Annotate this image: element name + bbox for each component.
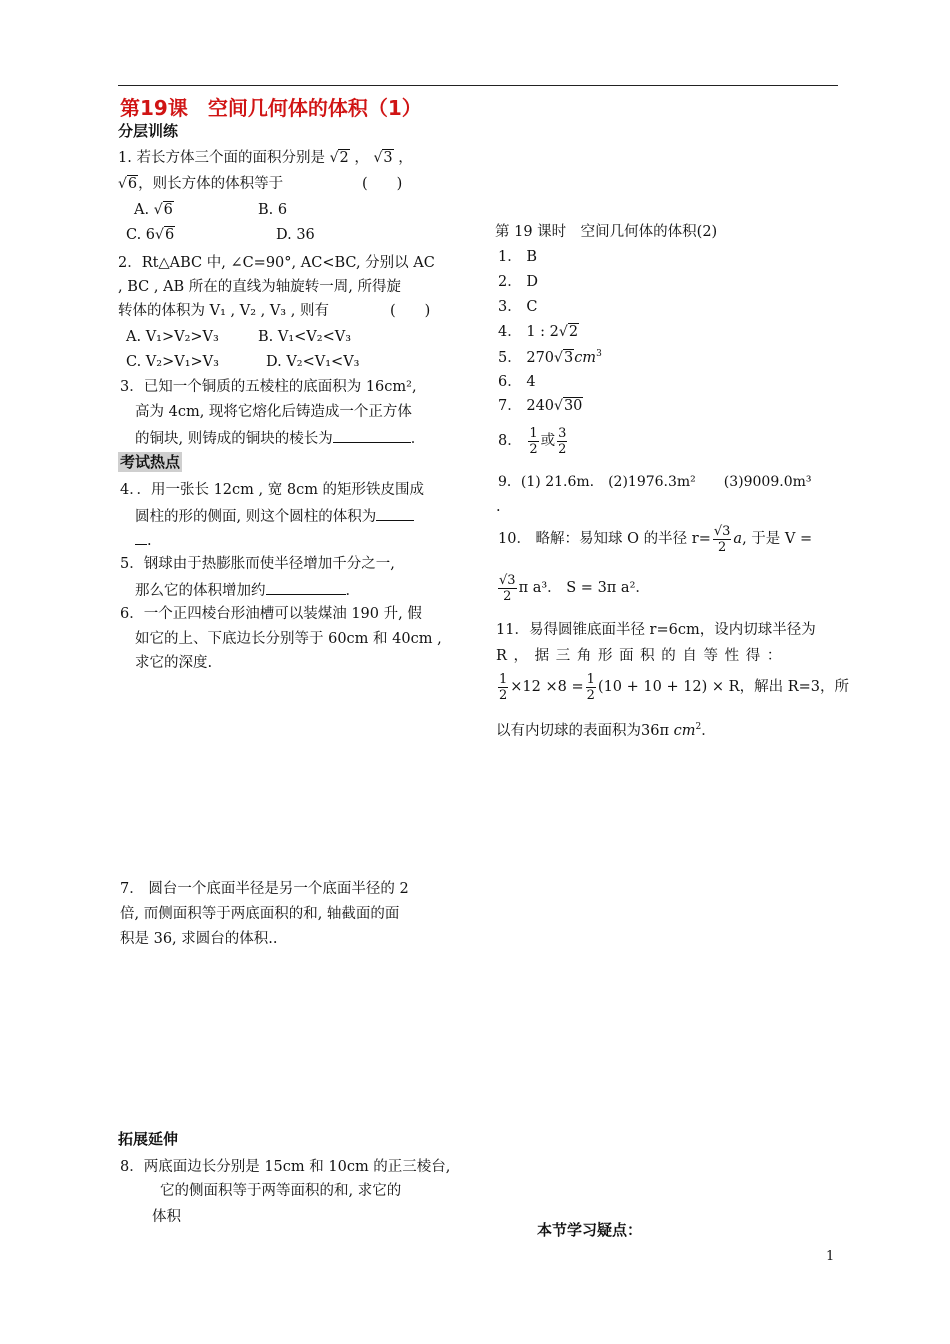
q1-answer-paren: ( ) [362, 176, 403, 192]
answer-1: 1． B [498, 249, 537, 265]
page-number: 1 [826, 1249, 835, 1264]
q4-line2: 圆柱的形的侧面, 则这个圆柱的体积为 [135, 508, 414, 525]
answer-3: 3． C [498, 299, 538, 315]
q7-line1: 7． 圆台一个底面半径是另一个底面半径的 2 [120, 881, 409, 897]
q4-line1: 4．．用一张长 12cm , 宽 8cm 的矩形铁皮围成 [120, 482, 425, 498]
q7-line3: 积是 36, 求圆台的体积.. [120, 931, 278, 947]
q2-line2: , BC , AB 所在的直线为轴旋转一周, 所得旋 [118, 279, 402, 295]
answer-4: 4． 1 : 2√2 [498, 324, 579, 340]
section-heading-layered-training: 分层训练 [118, 122, 179, 140]
q1-option-c: C. 6√6 [126, 227, 175, 243]
q1-option-b: B. 6 [258, 202, 288, 218]
q1-line2: √6，则长方体的体积等于 [118, 176, 284, 192]
q1-option-a: A. √6 [134, 202, 173, 218]
q8-line3: 体积 [152, 1209, 181, 1225]
top-rule [118, 85, 838, 86]
answer-9: 9．(1) 21.6m. (2)1976.3m² (3)9009.0m³ [498, 474, 812, 490]
section-heading-exam-hotspots: 考试热点 [120, 453, 181, 471]
fraction-one-half: $\frac{1}{2}$ [529, 426, 538, 457]
answer-6: 6． 4 [498, 374, 536, 390]
answer-8: 8． $\frac{1}{2}$ 或 $\frac{3}{2}$ [498, 426, 567, 457]
q2-line1: 2．Rt△ABC 中, ∠C=90°, AC<BC, 分别以 AC [118, 255, 435, 271]
q4-line3: . [135, 532, 152, 549]
q2-option-d: D. V₂<V₁<V₃ [266, 354, 360, 370]
q8-line1: 8．两底面边长分别是 15cm 和 10cm 的正三棱台, [120, 1159, 451, 1175]
q1-line1: 1. 若长方体三个面的面积分别是 √2 ， √3 ， [118, 150, 413, 166]
q2-answer-paren: ( ) [390, 303, 431, 319]
q2-option-b: B. V₁<V₂<V₃ [258, 329, 352, 345]
q2-option-a: A. V₁>V₂>V₃ [126, 329, 219, 345]
q5-line2: 那么它的体积增加约 ． [135, 583, 360, 599]
sqrt-6: √6 [118, 176, 138, 192]
q3-line3: 的铜块, 则铸成的铜块的棱长为 ． [135, 431, 426, 447]
answer-7: 7． 240√30 [498, 398, 583, 414]
q6-line3: 求它的深度. [135, 655, 213, 671]
page-title: 第19课 空间几何体的体积（1） [120, 96, 422, 120]
section-heading-study-questions: 本节学习疑点： [537, 1221, 643, 1239]
answer-11-line1: 11．易得圆锥底面半径 r=6cm，设内切球半径为 [496, 622, 816, 638]
answer-10-line2: $\frac{√3}{2}$ π a³． S = 3π a²． [499, 573, 650, 604]
answer-11-line4: 以有内切球的表面积为36π $cm^2$． [496, 722, 716, 739]
q3-line1: 3．已知一个铜质的五棱柱的底面积为 16cm², [120, 379, 417, 395]
q6-line1: 6．一个正四棱台形油槽可以装煤油 190 升, 假 [120, 606, 422, 622]
q3-answer-blank [333, 430, 411, 443]
answer-2: 2． D [498, 274, 538, 290]
sqrt-3: √3 [373, 150, 393, 166]
answer-5: 5． $270√3cm^3$ [498, 349, 602, 366]
q2-line3: 转体的体积为 V₁ , V₂ , V₃ , 则有 [118, 303, 329, 319]
answer-9-dot: . [496, 499, 501, 515]
q8-line2: 它的侧面积等于两等面积的和, 求它的 [160, 1183, 402, 1199]
fraction-three-halves: $\frac{3}{2}$ [558, 426, 567, 457]
q7-line2: 倍, 而侧面积等于两底面积的和, 轴截面的面 [120, 906, 400, 922]
answers-heading: 第 19 课时 空间几何体的体积(2) [495, 224, 718, 240]
sqrt-2: √2 [329, 150, 349, 166]
q4-answer-blank [376, 508, 414, 521]
q5-answer-blank [266, 582, 346, 595]
answer-10-line1: 10． 略解：易知球 O 的半径 r= $\frac{√3}{2}$ a, 于是 V = [498, 524, 813, 555]
q5-line1: 5．钢球由于热膨胀而使半径增加千分之一, [120, 556, 395, 572]
q6-line2: 如它的上、下底边长分别等于 60cm 和 40cm , [135, 631, 442, 647]
section-heading-extension: 拓展延伸 [118, 1130, 179, 1148]
q1-option-d: D. 36 [276, 227, 315, 243]
answer-11-line3: $\frac{1}{2}$ ×12 ×8 = $\frac{1}{2}$ (10 + 10 + 12) × R，解出 R=3，所 [499, 672, 849, 703]
q3-line2: 高为 4cm, 现将它熔化后铸造成一个正方体 [135, 404, 412, 420]
q2-option-c: C. V₂>V₁>V₃ [126, 354, 219, 370]
answer-11-line2: R ， 据 三 角 形 面 积 的 自 等 性 得 ： [496, 648, 782, 664]
